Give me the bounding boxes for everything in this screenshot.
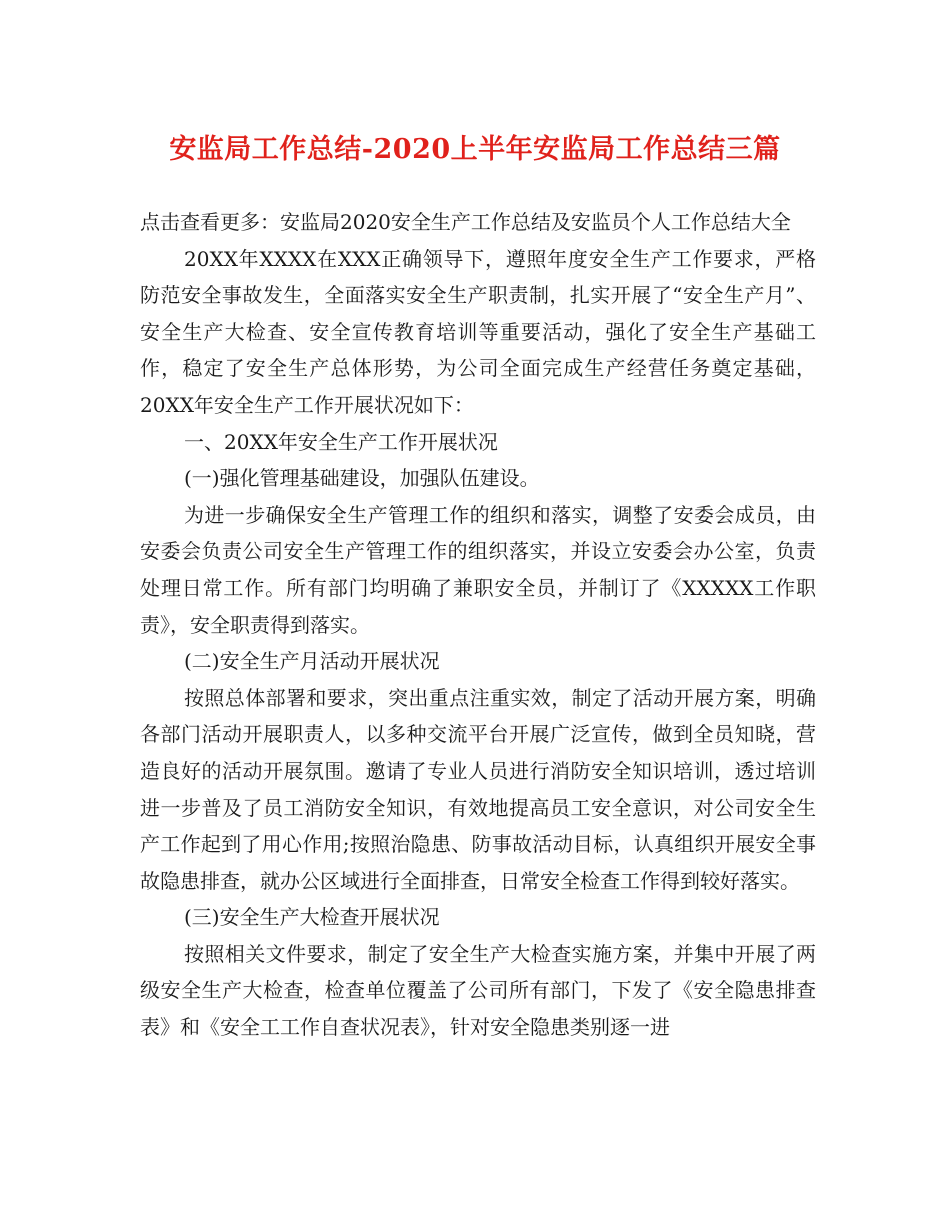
more-link-paragraph[interactable]: 点击查看更多：安监局2020安全生产工作总结及安监员个人工作总结大全: [140, 210, 791, 234]
subsection-heading-2: (二)安全生产月活动开展状况: [184, 649, 440, 674]
document-title: 安监局工作总结-2020上半年安监局工作总结三篇: [169, 134, 781, 165]
body-paragraph-2: 按照总体部署和要求，突出重点注重实效，制定了活动开展方案，明确各部门活动开展职责人，以多种交流平台开展广泛宣传，做到全员知晓，营造良好的活动开展氛围。邀请了专业人员进行消防安全知识培训，透过培训进一步普及了员工消防安全知识，有效地提高员工安全意识，对公司安全生产工作起到了用心作用;按照治隐患、防事故活动目标，认真组织开展安全事故隐患排查，就办公区域进行全面排查，日常安全检查工作得到较好落实。: [140, 685, 816, 893]
subsection-heading-1: (一)强化管理基础建设，加强队伍建设。: [184, 466, 540, 491]
document-body: [140, 204, 816, 1046]
body-paragraph-3: 按照相关文件要求，制定了安全生产大检查实施方案，并集中开展了两级安全生产大检查，检查单位覆盖了公司所有部门，下发了《安全隐患排查表》和《安全工工作自查状况表》，针对安全隐患类别逐一进: [140, 941, 816, 1040]
section-heading-1: 一、20XX年安全生产工作开展状况: [184, 429, 498, 454]
body-paragraph-1: 为进一步确保安全生产管理工作的组织和落实，调整了安委会成员，由安委会负责公司安全生产管理工作的组织落实，并设立安委会办公室，负责处理日常工作。所有部门均明确了兼职安全员，并制订了《XXXXX工作职责》，安全职责得到落实。: [140, 502, 816, 637]
subsection-heading-3: (三)安全生产大检查开展状况: [184, 905, 440, 930]
intro-paragraph: 20XX年XXXX在XXX正确领导下，遵照年度安全生产工作要求，严格防范安全事故发生，全面落实安全生产职责制，扎实开展了“安全生产月”、安全生产大检查、安全宣传教育培训等重要活动，强化了安全生产基础工作，稳定了安全生产总体形势，为公司全面完成生产经营任务奠定基础，20XX年安全生产工作开展状况如下：: [140, 246, 816, 417]
